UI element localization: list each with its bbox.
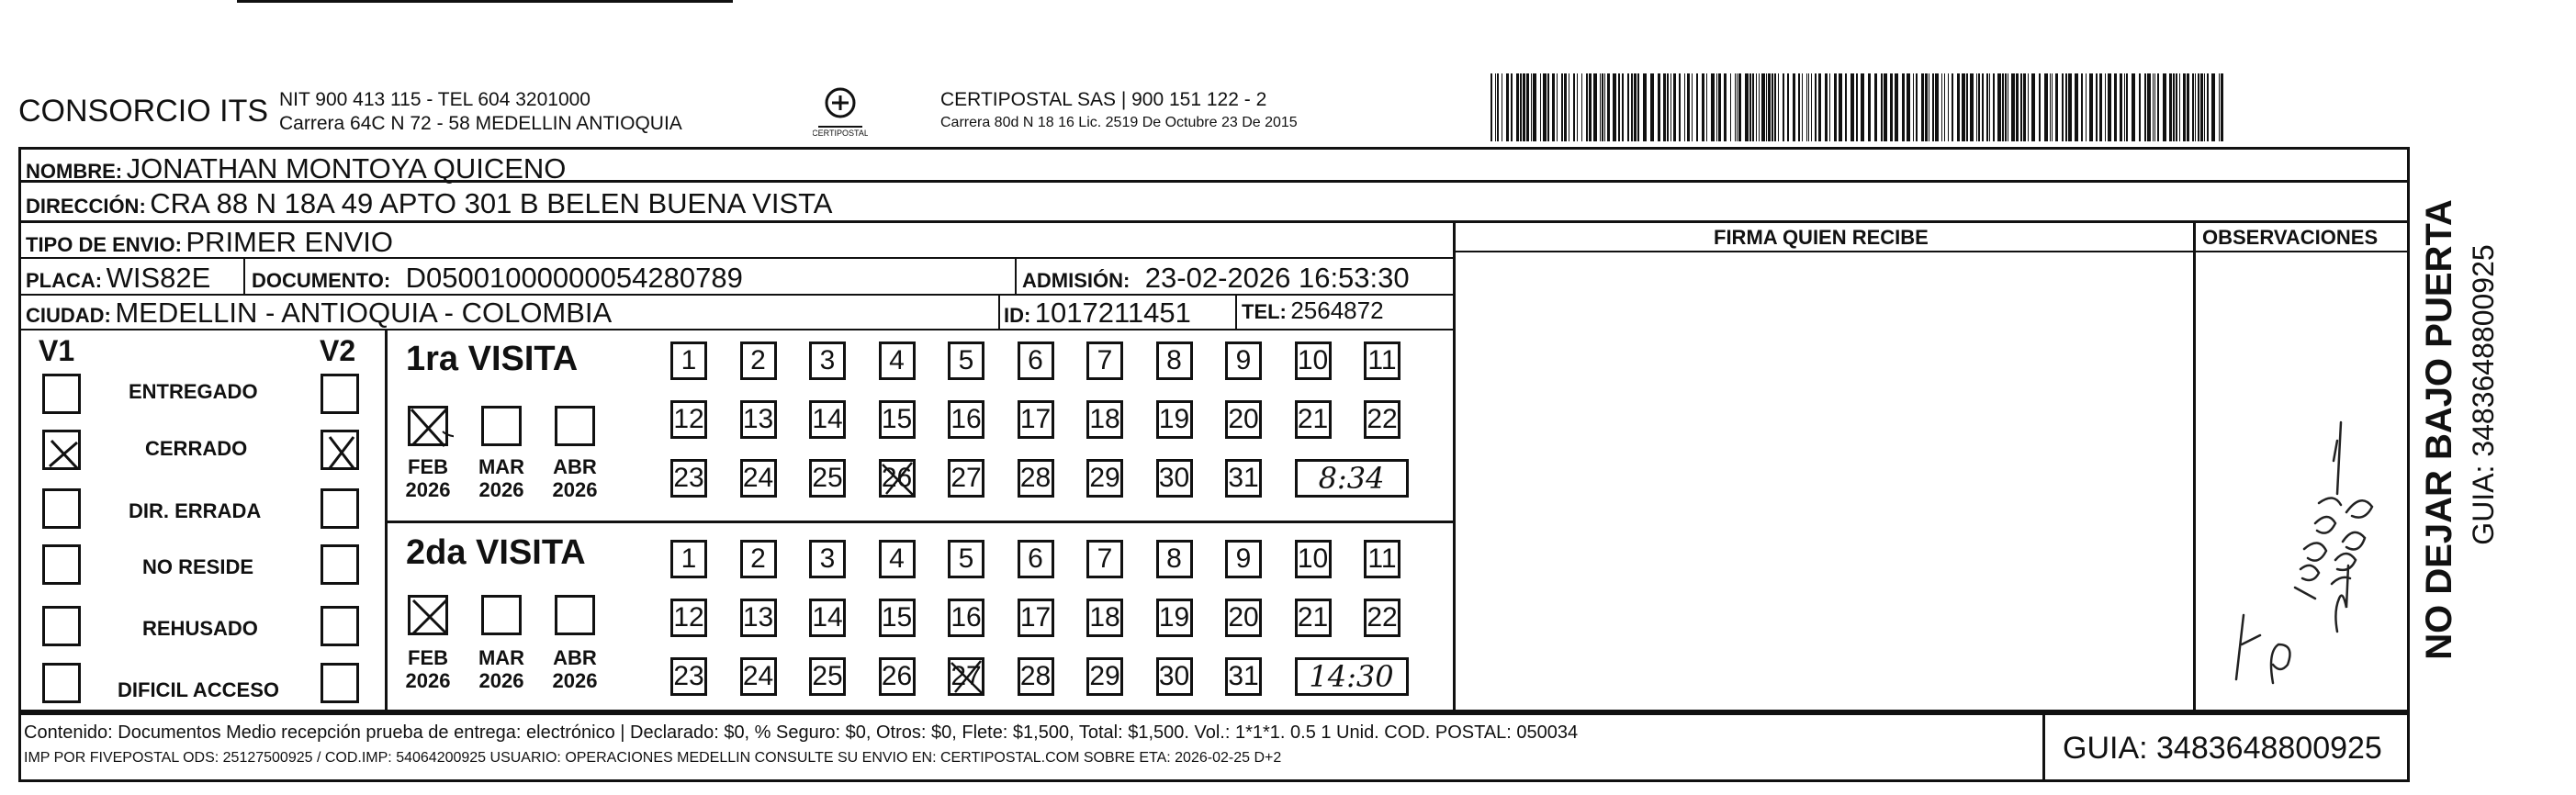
first-visit-title: 1ra VISITA — [406, 340, 579, 378]
admision-label: ADMISIÓN: — [1022, 269, 1131, 292]
month-name: FEB — [408, 646, 448, 669]
second-visit-day-21[interactable]: 21 — [1295, 599, 1332, 637]
documento-row — [252, 263, 743, 292]
tipo-envio-value: PRIMER ENVIO — [186, 226, 394, 258]
second-visit-day-30[interactable]: 30 — [1156, 657, 1193, 696]
column-divider — [2193, 220, 2196, 712]
second-visit-month-feb-checkbox[interactable] — [408, 595, 448, 635]
nombre-row — [26, 154, 566, 183]
first-visit-day-26[interactable]: 26 — [879, 459, 916, 498]
documento-value: D05001000000054280789 — [405, 262, 743, 294]
month-year: 2026 — [552, 669, 598, 693]
first-visit-month-abr-checkbox[interactable] — [555, 406, 595, 446]
status-option-label: REHUSADO — [142, 617, 258, 640]
second-visit-day-24[interactable]: 24 — [740, 657, 777, 696]
company-nit: NIT 900 413 115 - TEL 604 3201000 — [279, 89, 591, 110]
second-visit-day-10[interactable]: 10 — [1295, 540, 1332, 578]
second-visit-month-abr — [547, 646, 602, 693]
first-visit-day-14[interactable]: 14 — [809, 400, 846, 439]
second-visit-month-mar-checkbox[interactable] — [481, 595, 522, 635]
second-visit-day-27[interactable]: 27 — [948, 657, 984, 696]
first-visit-handwritten-time: 8:34 — [1295, 459, 1409, 498]
column-divider — [1453, 220, 1456, 712]
first-visit-day-7[interactable]: 7 — [1086, 342, 1123, 380]
tel-label: TEL: — [1242, 300, 1287, 323]
v2-cerrado-checkbox[interactable] — [321, 430, 359, 470]
second-visit-day-7[interactable]: 7 — [1086, 540, 1123, 578]
second-visit-month-mar — [474, 646, 529, 693]
tipo-envio-row — [26, 228, 393, 256]
placa-label: PLACA: — [26, 269, 103, 292]
first-visit-day-29[interactable]: 29 — [1086, 459, 1123, 498]
top-edge-line — [237, 0, 733, 3]
month-year: 2026 — [405, 669, 451, 693]
second-visit-day-23[interactable]: 23 — [670, 657, 707, 696]
firma-quien-recibe-label: FIRMA QUIEN RECIBE — [1714, 226, 1929, 249]
row-divider — [18, 329, 1453, 330]
second-visit-day-18[interactable]: 18 — [1086, 599, 1123, 637]
month-name: FEB — [408, 455, 448, 478]
second-visit-day-11[interactable]: 11 — [1364, 540, 1400, 578]
second-visit-day-15[interactable]: 15 — [879, 599, 916, 637]
certipostal-logo — [813, 83, 868, 138]
x-mark-icon — [948, 657, 984, 696]
month-name: ABR — [553, 455, 597, 478]
month-name: ABR — [553, 646, 597, 669]
first-visit-month-feb-checkbox[interactable] — [408, 406, 448, 446]
month-name: MAR — [478, 646, 525, 669]
second-visit-day-2[interactable]: 2 — [740, 540, 777, 578]
second-visit-day-5[interactable]: 5 — [948, 540, 984, 578]
second-visit-title: 2da VISITA — [406, 533, 586, 572]
nombre-value: JONATHAN MONTOYA QUICENO — [126, 152, 567, 185]
first-visit-day-25[interactable]: 25 — [809, 459, 846, 498]
first-visit-month-feb — [400, 455, 456, 502]
first-visit-day-17[interactable]: 17 — [1018, 400, 1054, 439]
second-visit-day-28[interactable]: 28 — [1018, 657, 1054, 696]
company-name: CONSORCIO ITS — [18, 94, 269, 129]
first-visit-day-19[interactable]: 19 — [1156, 400, 1193, 439]
certipostal-name: CERTIPOSTAL SAS | 900 151 122 - 2 — [940, 89, 1267, 110]
second-visit-day-16[interactable]: 16 — [948, 599, 984, 637]
first-visit-day-24[interactable]: 24 — [740, 459, 777, 498]
first-visit-day-22[interactable]: 22 — [1364, 400, 1400, 439]
month-name: MAR — [478, 455, 525, 478]
v1-dificil-acceso-checkbox[interactable] — [42, 663, 81, 703]
second-visit-handwritten-time: 14:30 — [1295, 657, 1409, 696]
second-visit-day-13[interactable]: 13 — [740, 599, 777, 637]
month-year: 2026 — [478, 478, 524, 502]
second-visit-day-19[interactable]: 19 — [1156, 599, 1193, 637]
v1-entregado-checkbox[interactable] — [42, 374, 81, 414]
footer-guia-number: GUIA: 3483648800925 — [2063, 731, 2382, 766]
barcode — [1490, 73, 2223, 141]
x-mark-icon — [879, 459, 916, 498]
v1-no-reside-checkbox[interactable] — [42, 544, 81, 585]
second-visit-day-14[interactable]: 14 — [809, 599, 846, 637]
first-visit-day-30[interactable]: 30 — [1156, 459, 1193, 498]
month-year: 2026 — [405, 478, 451, 502]
first-visit-day-18[interactable]: 18 — [1086, 400, 1123, 439]
id-value: 1017211451 — [1034, 297, 1191, 329]
first-visit-day-1[interactable]: 1 — [670, 342, 707, 380]
row-divider — [18, 294, 1453, 296]
first-visit-month-abr — [547, 455, 602, 502]
v2-header: V2 — [320, 334, 356, 367]
v1-header: V1 — [39, 334, 75, 367]
direccion-label: DIRECCIÓN: — [26, 195, 146, 218]
side-guia-strip — [2465, 165, 2502, 624]
side-guia-number: GUIA: 3483648800925 — [2467, 244, 2500, 545]
row-divider — [1453, 251, 2410, 252]
second-visit-month-feb — [400, 646, 456, 693]
second-visit-day-9[interactable]: 9 — [1225, 540, 1262, 578]
placa-value: WIS82E — [106, 262, 211, 294]
v1-cerrado-checkbox[interactable] — [42, 430, 81, 470]
second-visit-day-6[interactable]: 6 — [1018, 540, 1054, 578]
first-visit-day-2[interactable]: 2 — [740, 342, 777, 380]
v1-dir-errada-checkbox[interactable] — [42, 488, 81, 529]
first-visit-day-27[interactable]: 27 — [948, 459, 984, 498]
first-visit-day-13[interactable]: 13 — [740, 400, 777, 439]
column-divider — [998, 294, 1000, 329]
v1-rehusado-checkbox[interactable] — [42, 606, 81, 646]
admision-value: 23-02-2026 16:53:30 — [1144, 262, 1410, 294]
second-visit-day-1[interactable]: 1 — [670, 540, 707, 578]
placa-row — [26, 263, 210, 292]
first-visit-day-4[interactable]: 4 — [879, 342, 916, 380]
first-visit-day-9[interactable]: 9 — [1225, 342, 1262, 380]
first-visit-month-mar — [474, 455, 529, 502]
status-option-label: DIR. ERRADA — [129, 499, 262, 522]
first-visit-day-23[interactable]: 23 — [670, 459, 707, 498]
second-visit-day-31[interactable]: 31 — [1225, 657, 1262, 696]
month-year: 2026 — [478, 669, 524, 693]
status-option-label: DIFICIL ACCESO — [118, 678, 280, 701]
second-visit-day-12[interactable]: 12 — [670, 599, 707, 637]
side-notice-no-dejar: NO DEJAR BAJO PUERTA — [2419, 199, 2459, 660]
second-visit-month-abr-checkbox[interactable] — [555, 595, 595, 635]
svg-text:CERTIPOSTAL: CERTIPOSTAL — [813, 129, 868, 138]
first-visit-day-31[interactable]: 31 — [1225, 459, 1262, 498]
footer-content-line: Contenido: Documentos Medio recepción prueba de entrega: electrónico | Declarado: $0, % Seguro: $0, Otros: $0, Flete: $1,500, Total: $1,500. Vol.: 1*1*1. 0.5 1 Unid. COD. POSTAL: 050034 — [24, 722, 1579, 743]
first-visit-day-20[interactable]: 20 — [1225, 400, 1262, 439]
first-visit-day-6[interactable]: 6 — [1018, 342, 1054, 380]
ciudad-label: CIUDAD: — [26, 304, 111, 327]
first-visit-day-3[interactable]: 3 — [809, 342, 846, 380]
side-notice-strip — [2413, 147, 2465, 712]
month-year: 2026 — [552, 478, 598, 502]
first-visit-month-mar-checkbox[interactable] — [481, 406, 522, 446]
admision-row — [1022, 263, 1410, 292]
signature-area[interactable] — [1457, 253, 2191, 711]
first-visit-day-15[interactable]: 15 — [879, 400, 916, 439]
first-visit-day-10[interactable]: 10 — [1295, 342, 1332, 380]
ciudad-value: MEDELLIN - ANTIOQUIA - COLOMBIA — [115, 297, 613, 329]
second-visit-day-17[interactable]: 17 — [1018, 599, 1054, 637]
second-visit-day-29[interactable]: 29 — [1086, 657, 1123, 696]
footer-imp-line: IMP POR FIVEPOSTAL ODS: 25127500925 / COD.IMP: 54064200925 USUARIO: OPERACIONES MEDELLIN CONSULTE SU ENVIO EN: CERTIPOSTAL.COM SOBRE ETA: 2026-02-25 D+2 — [24, 750, 1282, 766]
direccion-value: CRA 88 N 18A 49 APTO 301 B BELEN BUENA VISTA — [150, 187, 833, 219]
second-visit-day-3[interactable]: 3 — [809, 540, 846, 578]
documento-label: DOCUMENTO: — [252, 269, 391, 292]
second-visit-day-25[interactable]: 25 — [809, 657, 846, 696]
tel-row — [1242, 298, 1384, 322]
tipo-envio-label: TIPO DE ENVIO: — [26, 233, 182, 256]
row-divider — [385, 521, 1453, 523]
second-visit-day-26[interactable]: 26 — [879, 657, 916, 696]
direccion-row — [26, 189, 832, 218]
id-label: ID: — [1004, 304, 1031, 327]
company-address: Carrera 64C N 72 - 58 MEDELLIN ANTIOQUIA — [279, 113, 682, 134]
nombre-label: NOMBRE: — [26, 160, 123, 183]
first-visit-day-5[interactable]: 5 — [948, 342, 984, 380]
first-visit-day-28[interactable]: 28 — [1018, 459, 1054, 498]
v2-no-reside-checkbox[interactable] — [321, 544, 359, 585]
first-visit-day-16[interactable]: 16 — [948, 400, 984, 439]
column-divider — [1235, 294, 1237, 329]
v2-dificil-acceso-checkbox[interactable] — [321, 663, 359, 703]
v2-dir-errada-checkbox[interactable] — [321, 488, 359, 529]
observaciones-label: OBSERVACIONES — [2202, 226, 2379, 249]
ciudad-row — [26, 298, 612, 327]
second-visit-day-8[interactable]: 8 — [1156, 540, 1193, 578]
v2-rehusado-checkbox[interactable] — [321, 606, 359, 646]
second-visit-day-20[interactable]: 20 — [1225, 599, 1262, 637]
second-visit-day-22[interactable]: 22 — [1364, 599, 1400, 637]
row-divider — [18, 220, 2410, 223]
id-row — [1004, 298, 1191, 327]
status-option-label: NO RESIDE — [142, 555, 254, 578]
status-option-label: CERRADO — [145, 437, 248, 460]
first-visit-day-11[interactable]: 11 — [1364, 342, 1400, 380]
handwritten-observation — [2199, 404, 2402, 707]
first-visit-day-21[interactable]: 21 — [1295, 400, 1332, 439]
status-option-label: ENTREGADO — [129, 380, 258, 403]
certipostal-license: Carrera 80d N 18 16 Lic. 2519 De Octubre 23 De 2015 — [940, 115, 1298, 130]
column-divider — [243, 259, 245, 294]
second-visit-day-4[interactable]: 4 — [879, 540, 916, 578]
first-visit-day-8[interactable]: 8 — [1156, 342, 1193, 380]
column-divider — [1015, 259, 1017, 294]
tel-value: 2564872 — [1290, 297, 1384, 324]
v2-entregado-checkbox[interactable] — [321, 374, 359, 414]
first-visit-day-12[interactable]: 12 — [670, 400, 707, 439]
